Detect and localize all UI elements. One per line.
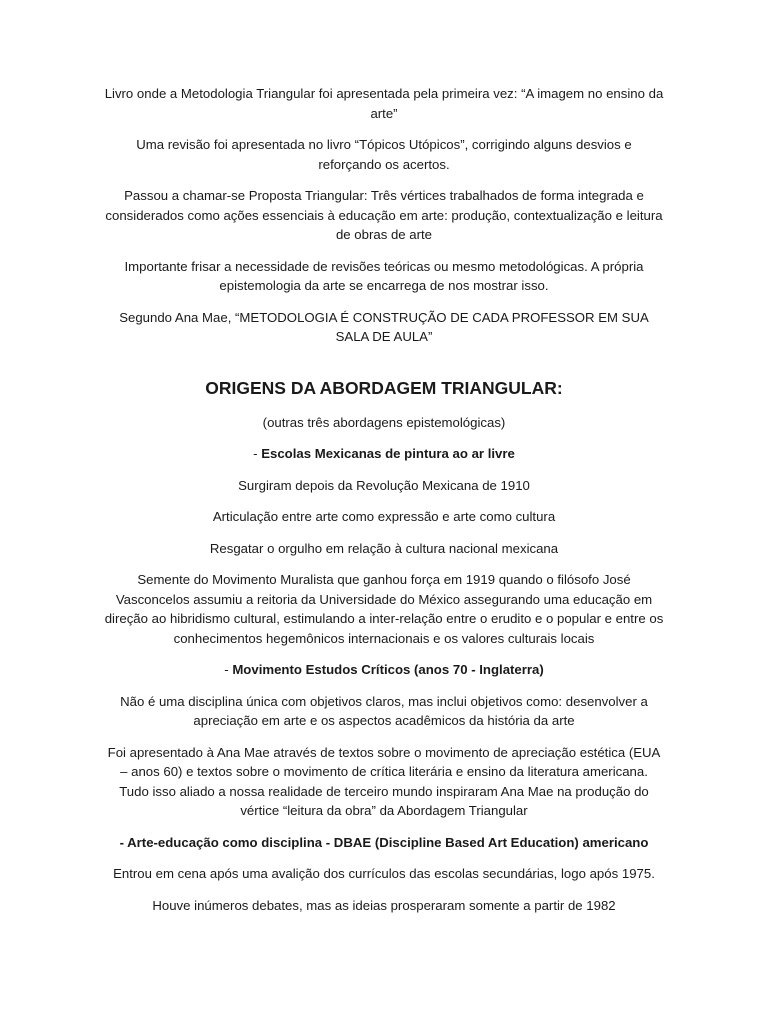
section1-paragraph-1: Surgiram depois da Revolução Mexicana de 1910 — [238, 477, 530, 493]
section-heading: ORIGENS DA ABORDAGEM TRIANGULAR: — [205, 377, 563, 398]
section3-paragraph-1: Entrou em cena após uma avalição dos currículos das escolas secundárias, logo após 1975. — [113, 866, 655, 881]
subhead-dbae — [104, 833, 664, 853]
subhead-prefix: - — [253, 446, 262, 461]
intro-paragraph-3: Passou a chamar-se Proposta Triangular: Três vértices trabalhados de forma integrada e considerados como ações essenciais à educação em arte: produção, contextualização e leitura de obras de arte — [105, 188, 663, 242]
subhead-critical-studies — [104, 660, 664, 680]
section1-paragraph-3: Resgatar o orgulho em relação à cultura nacional mexicana — [209, 540, 559, 556]
section-subtitle: (outras três abordagens epistemológicas) — [262, 414, 506, 430]
section1-paragraph-4: Semente do Movimento Muralista que ganhou força em 1919 quando o filósofo José Vasconcelos assumiu a reitoria da Universidade do México assegurando uma educação em direção ao hibridismo cultural, estimulando a inter-relação entre o erudito e o popular e entre os conhecimentos hegemônicos internacionais e os valores culturais locais — [104, 572, 664, 646]
subhead-title: - Arte-educação como disciplina - DBAE (Discipline Based Art Education) americano — [119, 834, 649, 850]
section2-paragraph-1: Não é uma disciplina única com objetivos claros, mas inclui objetivos como: desenvolver a apreciação em arte e os aspectos acadêmicos da história da arte — [120, 693, 648, 728]
subhead-title: Escolas Mexicanas de pintura ao ar livre — [261, 446, 515, 461]
document-page — [104, 84, 664, 927]
intro-paragraph-4: Importante frisar a necessidade de revisões teóricas ou mesmo metodológicas. A própria epistemologia da arte se encarrega de nos mostrar isso. — [124, 258, 644, 293]
intro-paragraph-5: Segundo Ana Mae, “METODOLOGIA É CONSTRUÇÃO DE CADA PROFESSOR EM SUA SALA DE AULA” — [119, 309, 649, 344]
subhead-mexican-schools — [104, 444, 664, 464]
section2-paragraph-2: Foi apresentado à Ana Mae através de textos sobre o movimento de apreciação estética (EUA – anos 60) e textos sobre o movimento de crítica literária e ensino da literatura americana. Tudo isso aliado a nossa realidade de terceiro mundo inspiraram Ana Mae na produção do vértice “leitura da obra” da Abordagem Triangular — [107, 744, 661, 818]
intro-paragraph-1: Livro onde a Metodologia Triangular foi apresentada pela primeira vez: “A imagem no ensino da arte” — [104, 86, 664, 121]
subhead-prefix: - — [224, 662, 233, 677]
section1-paragraph-2: Articulação entre arte como expressão e arte como cultura — [212, 509, 556, 524]
intro-paragraph-2: Uma revisão foi apresentada no livro “Tópicos Utópicos”, corrigindo alguns desvios e reforçando os acertos. — [136, 137, 632, 172]
subhead-title: Movimento Estudos Críticos (anos 70 - Inglaterra) — [232, 662, 544, 677]
section3-paragraph-2: Houve inúmeros debates, mas as ideias prosperaram somente a partir de 1982 — [152, 897, 616, 913]
